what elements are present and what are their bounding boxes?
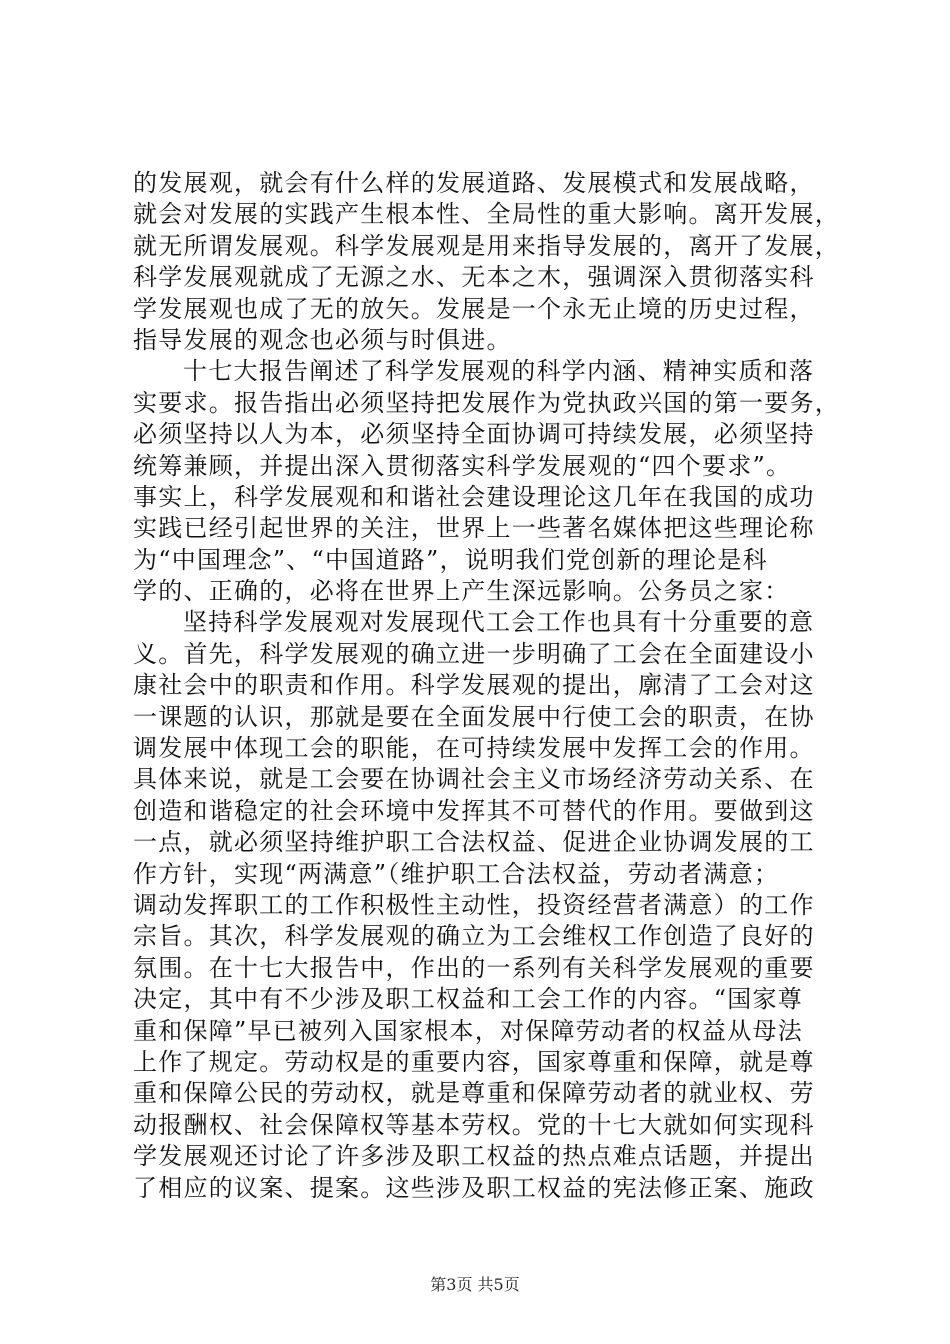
document-body (133, 168, 840, 1204)
text-line: 动报酬权、社会保障权等基本劳权。党的十七大就如何实现科 (133, 1110, 815, 1139)
text-line: 学发展观也成了无的放矢。发展是一个永无止境的历史过程， (133, 294, 815, 323)
text-line: 事实上，科学发展观和和谐社会建设理论这几年在我国的成功 (133, 482, 815, 511)
text-line: 统筹兼顾，并提出深入贯彻落实科学发展观的“四个要求”。 (133, 451, 792, 480)
text-line: 康社会中的职责和作用。科学发展观的提出，廓清了工会对这 (133, 671, 815, 700)
text-line: 为“中国理念”、“中国道路”，说明我们党创新的理论是科 (133, 545, 768, 574)
text-line: 义。首先，科学发展观的确立进一步明确了工会在全面建设小 (133, 639, 815, 668)
text-line: 作方针，实现“两满意”（维护职工合法权益，劳动者满意； (133, 859, 780, 888)
text-line: 调动发挥职工的工作积极性主动性，投资经营者满意）的工作 (133, 890, 815, 919)
text-line: 具体来说，就是工会要在协调社会主义市场经济劳动关系、在 (133, 765, 815, 794)
text-line: 必须坚持以人为本，必须坚持全面协调可持续发展，必须坚持 (133, 420, 815, 449)
text-line: 决定，其中有不少涉及职工权益和工会工作的内容。“国家尊 (133, 985, 804, 1014)
paragraph-first-line: 十七大报告阐述了科学发展观的科学内涵、精神实质和落 (183, 357, 815, 386)
text-line: 上作了规定。劳动权是的重要内容，国家尊重和保障，就是尊 (133, 1047, 815, 1076)
text-line: 学发展观还讨论了许多涉及职工权益的热点难点话题，并提出 (133, 1142, 815, 1171)
text-line: 创造和谐稳定的社会环境中发挥其不可替代的作用。要做到这 (133, 796, 815, 825)
text-line: 重和保障公民的劳动权，就是尊重和保障劳动者的就业权、劳 (133, 1079, 815, 1108)
text-line: 就会对发展的实践产生根本性、全局性的重大影响。离开发展， (133, 200, 840, 229)
text-line: 氛围。在十七大报告中，作出的一系列有关科学发展观的重要 (133, 953, 815, 982)
text-line: 就无所谓发展观。科学发展观是用来指导发展的，离开了发展， (133, 231, 840, 260)
page-footer: 第3页 共5页 (430, 1275, 520, 1294)
text-line: 宗旨。其次，科学发展观的确立为工会维权工作创造了良好的 (133, 922, 815, 951)
text-line: 学的、正确的，必将在世界上产生深远影响。公务员之家： (133, 577, 790, 606)
text-line: 实要求。报告指出必须坚持把发展作为党执政兴国的第一要务， (133, 388, 840, 417)
text-line: 了相应的议案、提案。这些涉及职工权益的宪法修正案、施政 (133, 1173, 815, 1202)
text-line: 调发展中体现工会的职能，在可持续发展中发挥工会的作用。 (133, 734, 815, 763)
text-line: 重和保障”早已被列入国家根本，对保障劳动者的权益从母法 (133, 1016, 804, 1045)
text-line: 实践已经引起世界的关注，世界上一些著名媒体把这些理论称 (133, 514, 815, 543)
text-line: 的发展观，就会有什么样的发展道路、发展模式和发展战略， (133, 169, 815, 197)
text-line: 一点，就必须坚持维护职工合法权益、促进企业协调发展的工 (133, 828, 815, 857)
text-line: 一课题的认识，那就是要在全面发展中行使工会的职责，在协 (133, 702, 815, 731)
text-line: 科学发展观就成了无源之水、无本之木，强调深入贯彻落实科 (133, 263, 815, 292)
text-line: 指导发展的观念也必须与时俱进。 (133, 325, 512, 354)
paragraph-first-line: 坚持科学发展观对发展现代工会工作也具有十分重要的意 (183, 608, 815, 637)
